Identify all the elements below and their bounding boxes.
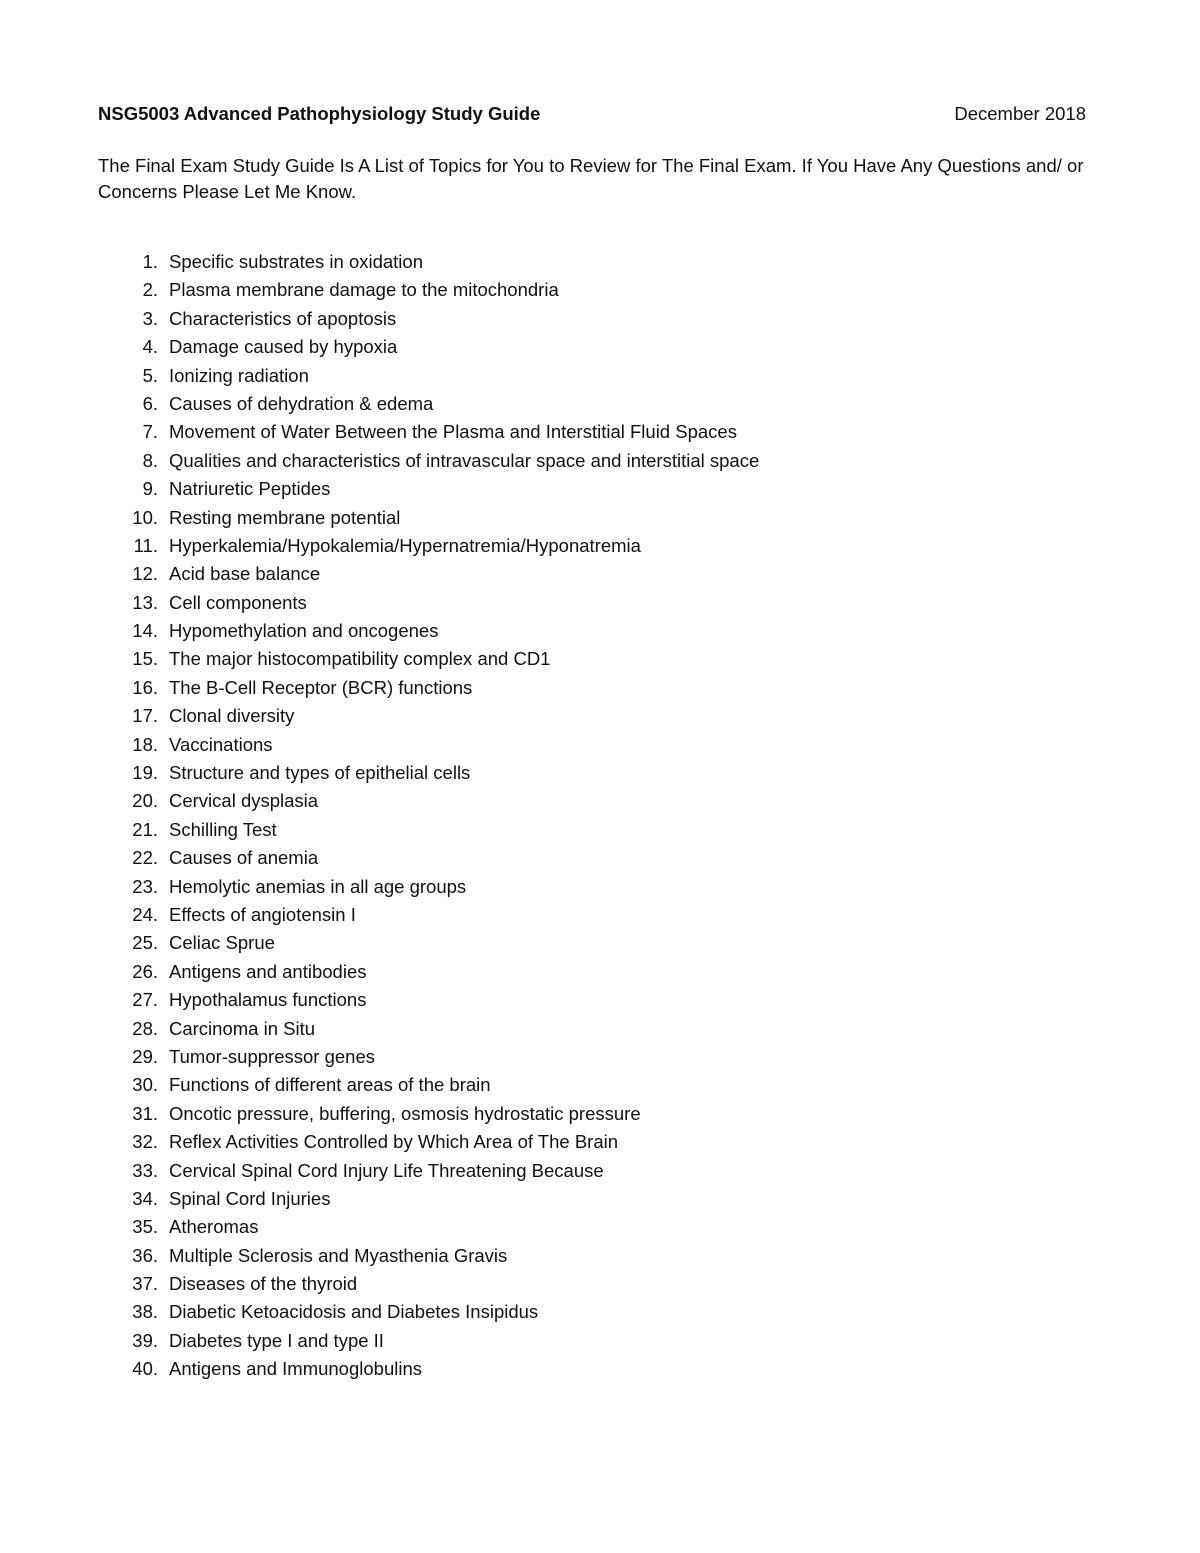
topic-item: [0, 1015, 1200, 1043]
topic-number: 26.: [132, 960, 158, 982]
topic-number: 10.: [132, 506, 158, 528]
intro-paragraph: The Final Exam Study Guide Is A List of Topics for You to Review for The Final Exam. If You Have Any Questions and/ or Concerns Please Let Me Know.: [98, 155, 1084, 202]
topic-item: [0, 958, 1200, 986]
topic-item: [0, 1327, 1200, 1355]
topic-item: [0, 901, 1200, 929]
topic-item: [0, 1185, 1200, 1213]
topic-text: Schilling Test: [169, 818, 277, 840]
topic-text: Vaccinations: [169, 733, 273, 755]
topic-number: 31.: [132, 1102, 158, 1124]
topic-text: Hypomethylation and oncogenes: [169, 620, 439, 642]
topic-number: 2.: [142, 279, 158, 301]
topic-number: 37.: [132, 1273, 158, 1295]
topic-item: [0, 645, 1200, 673]
topic-item: [0, 787, 1200, 815]
topic-item: [0, 759, 1200, 787]
topic-text: Ionizing radiation: [169, 364, 309, 386]
topic-text: Functions of different areas of the brain: [169, 1074, 491, 1096]
topic-text: Acid base balance: [169, 563, 321, 585]
topic-text: Qualities and characteristics of intravascular space and interstitial space: [169, 449, 760, 471]
topic-number: 18.: [132, 733, 158, 755]
topic-text: Spinal Cord Injuries: [169, 1187, 331, 1209]
topic-number: 13.: [132, 591, 158, 613]
topic-item: [0, 504, 1200, 532]
topic-text: The major histocompatibility complex and CD1: [169, 648, 551, 670]
topic-item: [0, 844, 1200, 872]
topic-number: 35.: [132, 1216, 158, 1238]
topic-item: [0, 560, 1200, 588]
topic-item: [0, 929, 1200, 957]
topic-item: [0, 418, 1200, 446]
topic-number: 6.: [142, 392, 158, 414]
topic-text: Specific substrates in oxidation: [169, 251, 423, 272]
topic-text: Causes of dehydration & edema: [169, 392, 434, 414]
topic-number: 20.: [132, 790, 158, 812]
topic-number: 39.: [132, 1329, 158, 1351]
topic-text: Characteristics of apoptosis: [169, 307, 397, 329]
topic-text: Reflex Activities Controlled by Which Area of The Brain: [169, 1131, 619, 1153]
topic-text: Hyperkalemia/Hypokalemia/Hypernatremia/Hyponatremia: [169, 534, 641, 556]
topic-item: [0, 532, 1200, 560]
topic-text: Carcinoma in Situ: [169, 1017, 316, 1039]
topic-text: Hemolytic anemias in all age groups: [169, 875, 467, 897]
topic-item: [0, 475, 1200, 503]
topic-number: 3.: [142, 307, 158, 329]
topic-number: 27.: [132, 989, 158, 1011]
topic-item: [0, 1100, 1200, 1128]
topic-number: 36.: [132, 1244, 158, 1266]
topic-number: 17.: [132, 705, 158, 727]
topic-number: 25.: [132, 932, 158, 954]
topic-text: Structure and types of epithelial cells: [169, 762, 471, 784]
topic-item: [0, 873, 1200, 901]
topic-item: [0, 1128, 1200, 1156]
topic-number: 7.: [142, 421, 158, 443]
topic-item: [0, 1157, 1200, 1185]
topic-text: Celiac Sprue: [169, 932, 275, 954]
topic-text: Multiple Sclerosis and Myasthenia Gravis: [169, 1244, 508, 1266]
topic-number: 8.: [142, 449, 158, 471]
topic-number: 40.: [132, 1358, 158, 1380]
topic-number: 38.: [132, 1301, 158, 1323]
topic-item: [0, 1355, 1200, 1383]
topic-number: 33.: [132, 1159, 158, 1181]
topic-item: [0, 447, 1200, 475]
topic-number: 14.: [132, 620, 158, 642]
topic-text: Effects of angiotensin I: [169, 903, 356, 925]
topic-item: [0, 390, 1200, 418]
topic-item: [0, 702, 1200, 730]
topic-item: [0, 1298, 1200, 1326]
topic-item: [0, 1270, 1200, 1298]
topic-number: 22.: [132, 847, 158, 869]
topic-item: [0, 333, 1200, 361]
topic-text: Diabetes type I and type II: [169, 1329, 384, 1351]
topic-text: Diseases of the thyroid: [169, 1273, 358, 1295]
topic-text: Damage caused by hypoxia: [169, 336, 398, 358]
topic-number: 21.: [132, 818, 158, 840]
topic-number: 16.: [132, 676, 158, 698]
topic-item: [0, 1242, 1200, 1270]
topic-text: Plasma membrane damage to the mitochondria: [169, 279, 559, 301]
topic-number: 4.: [142, 336, 158, 358]
topic-text: Movement of Water Between the Plasma and Interstitial Fluid Spaces: [169, 421, 737, 443]
topic-text: Cervical dysplasia: [169, 790, 319, 812]
document-title: NSG5003 Advanced Pathophysiology Study Guide: [98, 103, 541, 124]
topic-text: Natriuretic Peptides: [169, 478, 331, 500]
topic-number: 29.: [132, 1045, 158, 1067]
topic-item: [0, 674, 1200, 702]
topic-item: [0, 1043, 1200, 1071]
topic-item: [0, 1071, 1200, 1099]
topic-item: [0, 305, 1200, 333]
topic-item: [0, 589, 1200, 617]
topic-number: 9.: [142, 478, 158, 500]
topic-number: 23.: [132, 875, 158, 897]
topic-number: 12.: [132, 563, 158, 585]
topic-number: 28.: [132, 1017, 158, 1039]
topic-item: [0, 617, 1200, 645]
topic-text: The B-Cell Receptor (BCR) functions: [169, 676, 473, 698]
topic-item: [0, 986, 1200, 1014]
topic-text: Cervical Spinal Cord Injury Life Threatening Because: [169, 1159, 604, 1181]
topic-text: Tumor-suppressor genes: [169, 1045, 375, 1067]
document-header: [98, 101, 1086, 127]
topic-text: Cell components: [169, 591, 307, 613]
topic-item: [0, 362, 1200, 390]
topic-text: Resting membrane potential: [169, 506, 401, 528]
topic-item: [0, 248, 1200, 276]
document-date: December 2018: [954, 103, 1086, 124]
topic-number: 15.: [132, 648, 158, 670]
topic-number: 19.: [132, 762, 158, 784]
topic-number: 24.: [132, 903, 158, 925]
topic-text: Atheromas: [169, 1216, 259, 1238]
topic-text: Clonal diversity: [169, 705, 295, 727]
topic-text: Hypothalamus functions: [169, 989, 367, 1011]
topic-text: Antigens and antibodies: [169, 960, 367, 982]
topic-text: Causes of anemia: [169, 847, 319, 869]
topic-item: [0, 276, 1200, 304]
topic-text: Antigens and Immunoglobulins: [169, 1358, 422, 1380]
topic-number: 32.: [132, 1131, 158, 1153]
topic-text: Diabetic Ketoacidosis and Diabetes Insipidus: [169, 1301, 539, 1323]
topic-number: 5.: [142, 364, 158, 386]
topic-item: [0, 816, 1200, 844]
topic-number: 30.: [132, 1074, 158, 1096]
topic-number: 1.: [142, 251, 158, 272]
topic-item: [0, 731, 1200, 759]
topic-number: 34.: [132, 1187, 158, 1209]
topic-number: 11.: [133, 534, 158, 556]
topic-item: [0, 1213, 1200, 1241]
topic-text: Oncotic pressure, buffering, osmosis hydrostatic pressure: [169, 1102, 641, 1124]
topic-list: [0, 248, 1200, 1384]
